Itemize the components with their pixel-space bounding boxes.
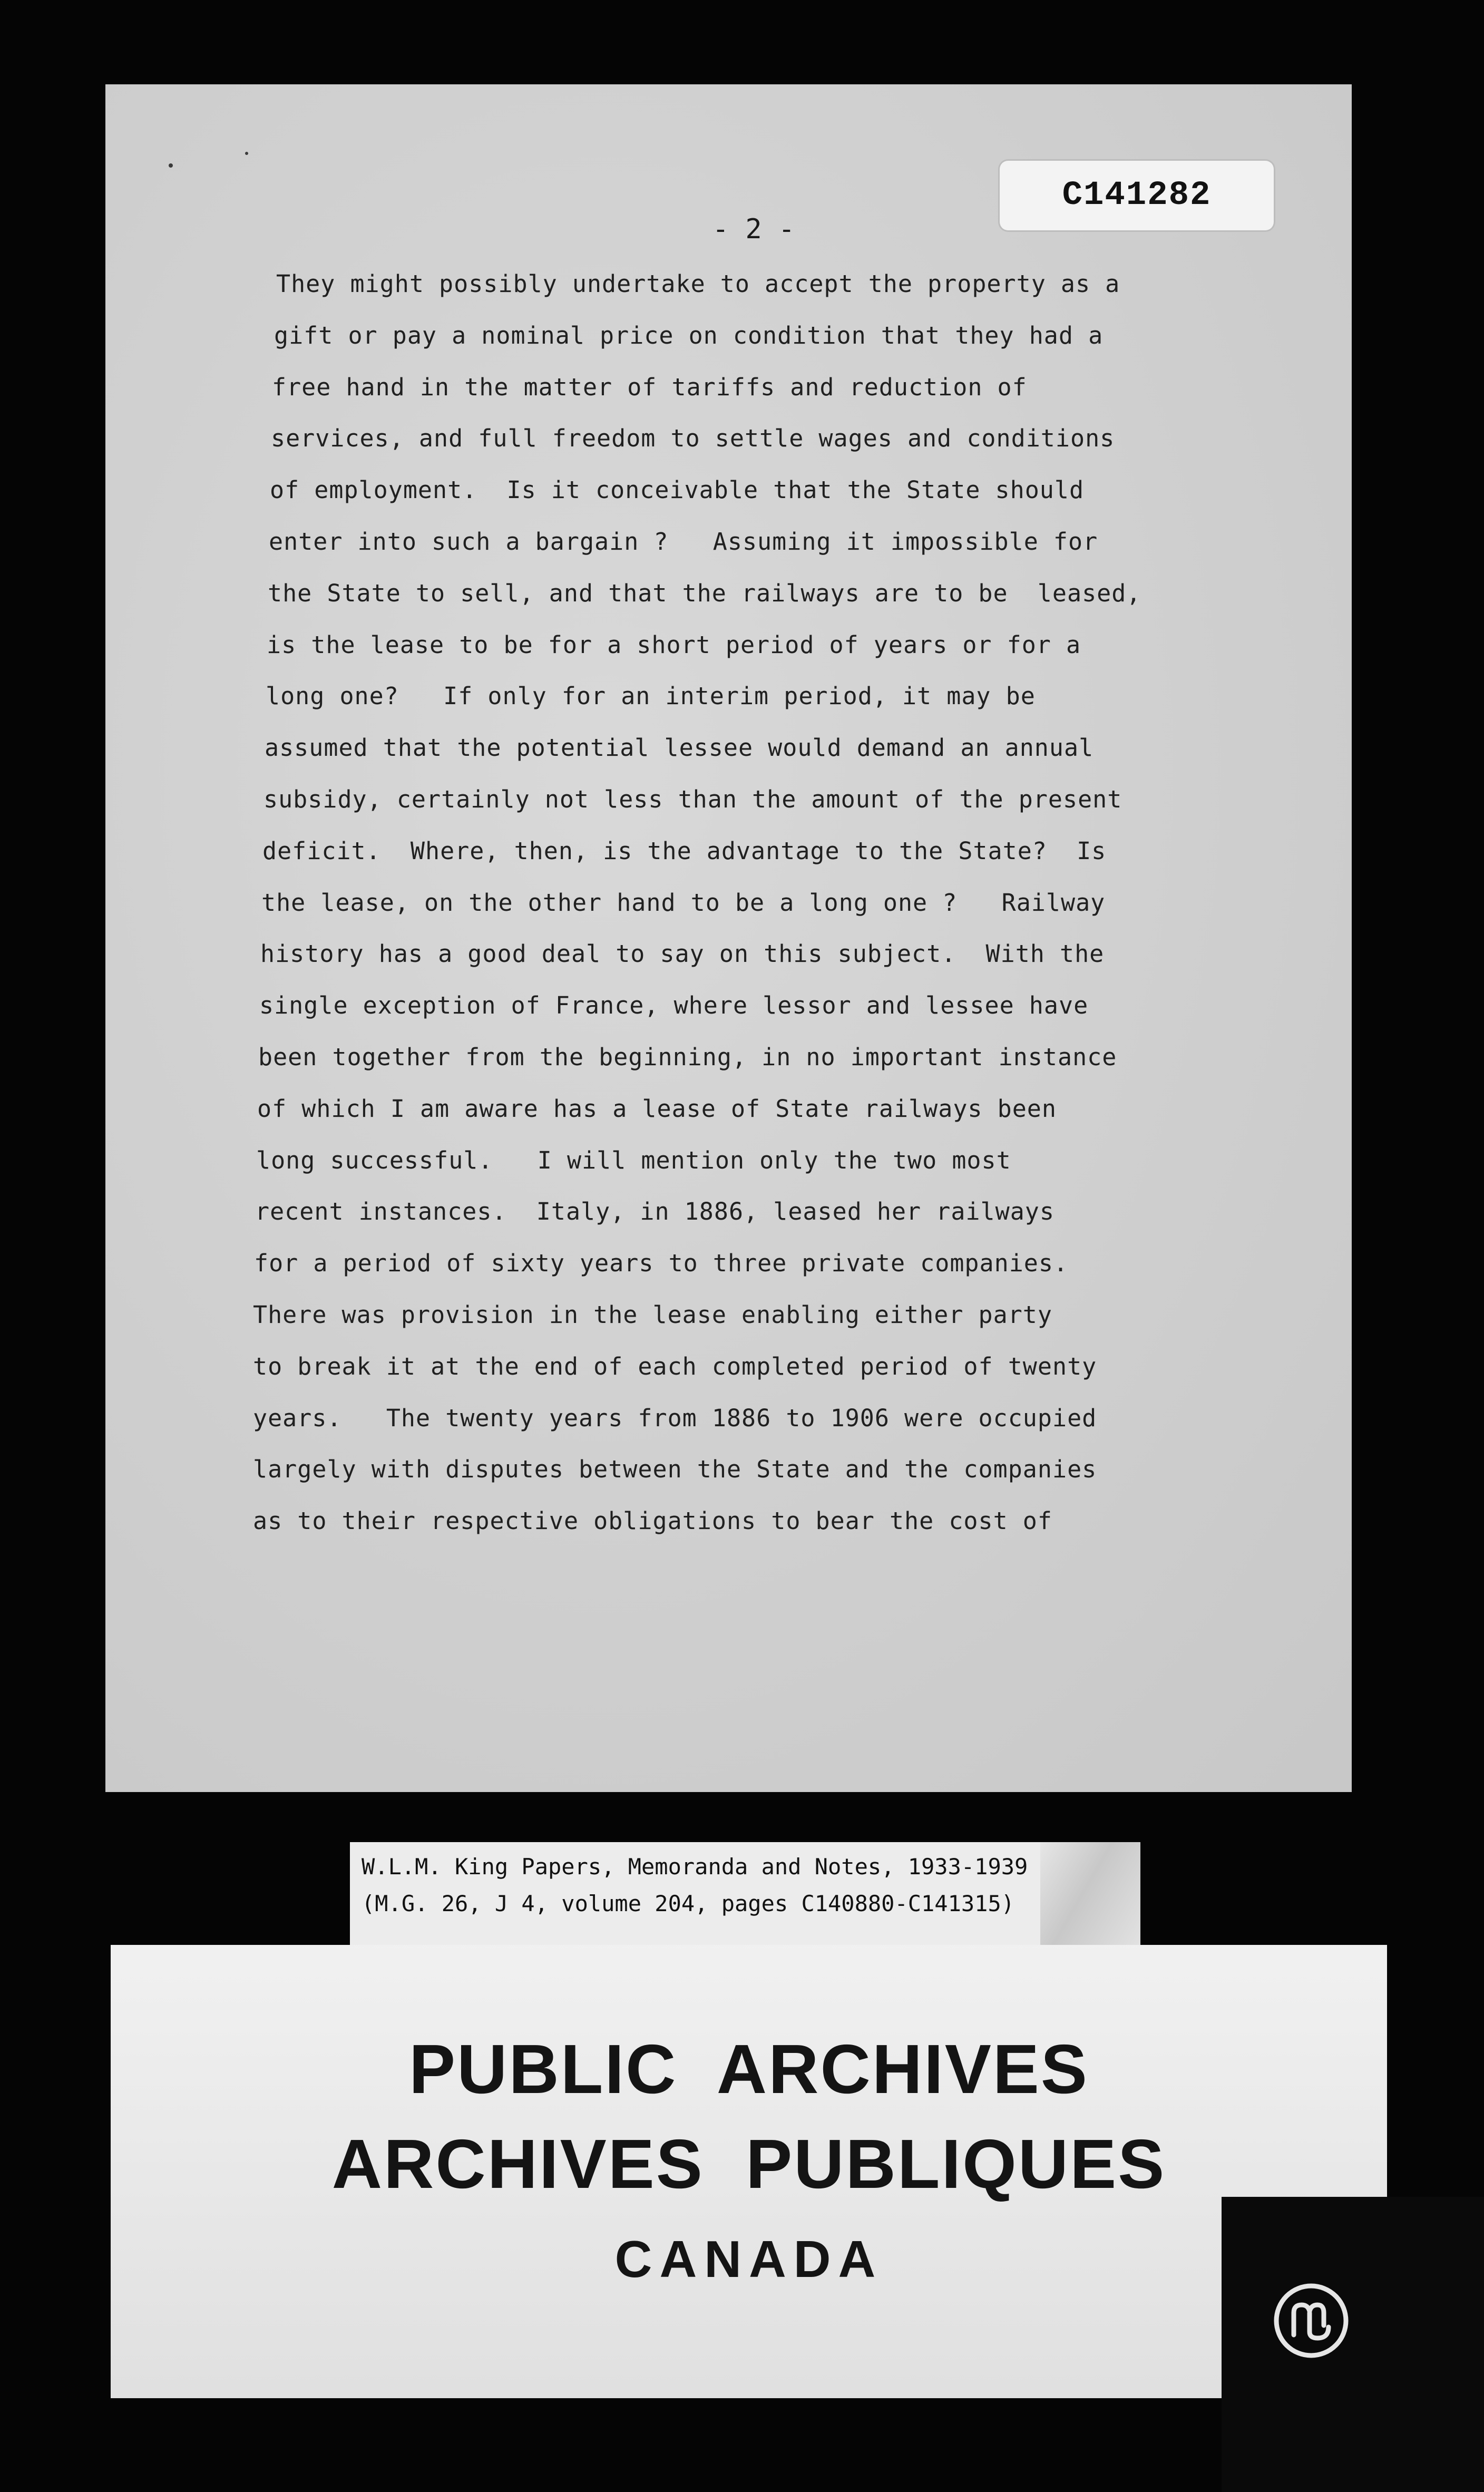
archive-country: CANADA xyxy=(614,2230,883,2288)
text-line: long one? If only for an interim period, it may be xyxy=(266,682,1036,710)
paper-speck xyxy=(169,163,173,168)
text-line: as to their respective obligations to bear the cost of xyxy=(253,1507,1052,1535)
text-line: recent instances. Italy, in 1886, leased her railways xyxy=(255,1198,1055,1226)
text-line: deficit. Where, then, is the advantage to the State? Is xyxy=(262,836,1107,865)
logo-box xyxy=(1222,2197,1484,2492)
citation-line-2: (M.G. 26, J 4, volume 204, pages C140880-C141315) xyxy=(362,1891,1015,1916)
text-line: years. The twenty years from 1886 to 1906 were occupied xyxy=(253,1404,1097,1432)
text-line: been together from the beginning, in no important instance xyxy=(258,1043,1117,1071)
text-line: There was provision in the lease enabling either party xyxy=(253,1300,1052,1329)
text-line: single exception of France, where lessor and lessee have xyxy=(259,991,1089,1020)
text-line: gift or pay a nominal price on condition that they had a xyxy=(274,321,1104,349)
document-body xyxy=(253,258,1202,1547)
paper-speck xyxy=(245,152,248,155)
citation-line-1: W.L.M. King Papers, Memoranda and Notes, 1933-1939 xyxy=(362,1854,1028,1880)
text-line: assumed that the potential lessee would demand an annual xyxy=(265,734,1094,762)
archive-card xyxy=(111,1945,1387,2398)
reference-number-label xyxy=(1000,161,1274,230)
archive-title-french: ARCHIVES PUBLIQUES xyxy=(331,2125,1166,2203)
text-line: long successful. I will mention only the two most xyxy=(256,1146,1011,1174)
archives-logo-icon xyxy=(1272,2281,1351,2360)
slip-smudge xyxy=(1040,1842,1140,1946)
text-line: largely with disputes between the State and the companies xyxy=(253,1455,1097,1484)
archive-title-english: PUBLIC ARCHIVES xyxy=(409,2030,1089,2108)
text-line: is the lease to be for a short period of years or for a xyxy=(267,630,1081,659)
text-line: subsidy, certainly not less than the amount of the present xyxy=(263,785,1122,813)
page-number: - 2 - xyxy=(712,213,795,245)
text-line: services, and full freedom to settle wages and conditions xyxy=(271,424,1115,453)
text-line: free hand in the matter of tariffs and reduction of xyxy=(272,373,1027,401)
text-line: for a period of sixty years to three private companies. xyxy=(254,1249,1069,1278)
text-line: the State to sell, and that the railways are to be leased, xyxy=(268,579,1141,607)
text-line: to break it at the end of each completed period of twenty xyxy=(253,1352,1097,1380)
citation-slip xyxy=(350,1842,1140,1946)
text-line: of which I am aware has a lease of State railways been xyxy=(257,1094,1057,1123)
text-line: the lease, on the other hand to be a long one ? Railway xyxy=(261,888,1106,917)
text-line: history has a good deal to say on this subject. With the xyxy=(260,940,1105,968)
text-line: They might possibly undertake to accept the property as a xyxy=(276,270,1120,298)
reference-number: C141282 xyxy=(1062,177,1212,215)
text-line: of employment. Is it conceivable that the State should xyxy=(270,476,1085,504)
text-line: enter into such a bargain ? Assuming it impossible for xyxy=(269,527,1098,556)
